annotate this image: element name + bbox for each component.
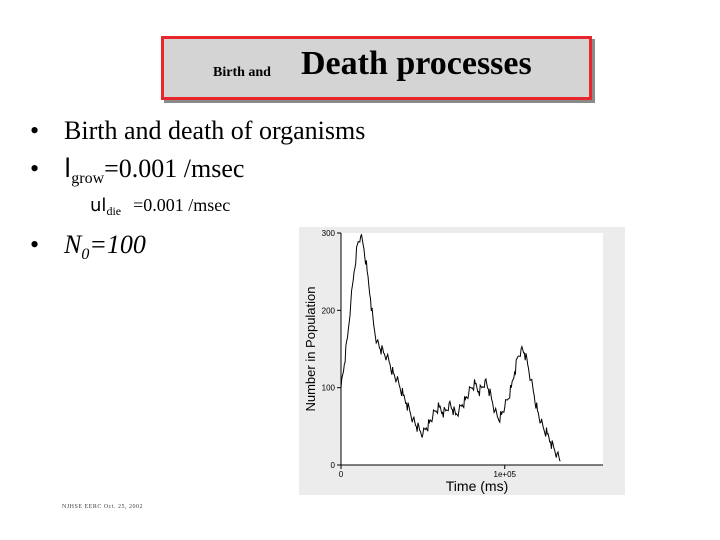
bullet-die-rate [90,195,230,216]
n0-value: =100 [89,230,146,259]
slide-title-box [161,36,592,100]
grow-value: =0.001 /msec [104,154,245,183]
grow-subscript: grow [71,170,105,187]
population-chart-svg [299,227,625,495]
y-tick-label: 0 [330,461,335,470]
bullet-birth-death [30,116,365,146]
bullet-mark: • [30,230,40,259]
bullet-mark: • [30,154,40,183]
die-subscript: die [106,204,122,218]
lambda-symbol: l [64,154,72,184]
die-value: =0.001 /msec [133,195,231,215]
n0-label [64,230,146,264]
x-tick-label: 1e+05 [493,470,516,479]
y-axis-label: Number in Population [303,286,318,412]
population-chart [299,227,625,495]
slide-title: Death processes [301,45,532,82]
n-subscript: 0 [81,246,90,264]
slide-footer: NJHSE EERC Oct. 25, 2002 [62,504,143,510]
sub-bullet-mark: u [90,195,102,216]
bullet-text: Birth and death of organisms [64,116,366,145]
y-tick-label: 300 [321,229,335,238]
bullet-grow-rate [30,154,245,187]
n-base: N [64,230,82,259]
y-tick-label: 200 [321,306,335,316]
y-tick-label: 100 [321,383,335,393]
lambda-symbol: l [101,195,107,216]
bullet-mark: • [30,116,40,145]
x-axis-label: Time (ms) [445,478,509,494]
x-tick-label: 0 [338,470,344,479]
bullet-initial-population [30,230,146,264]
title-small-text: Birth and [213,65,271,80]
